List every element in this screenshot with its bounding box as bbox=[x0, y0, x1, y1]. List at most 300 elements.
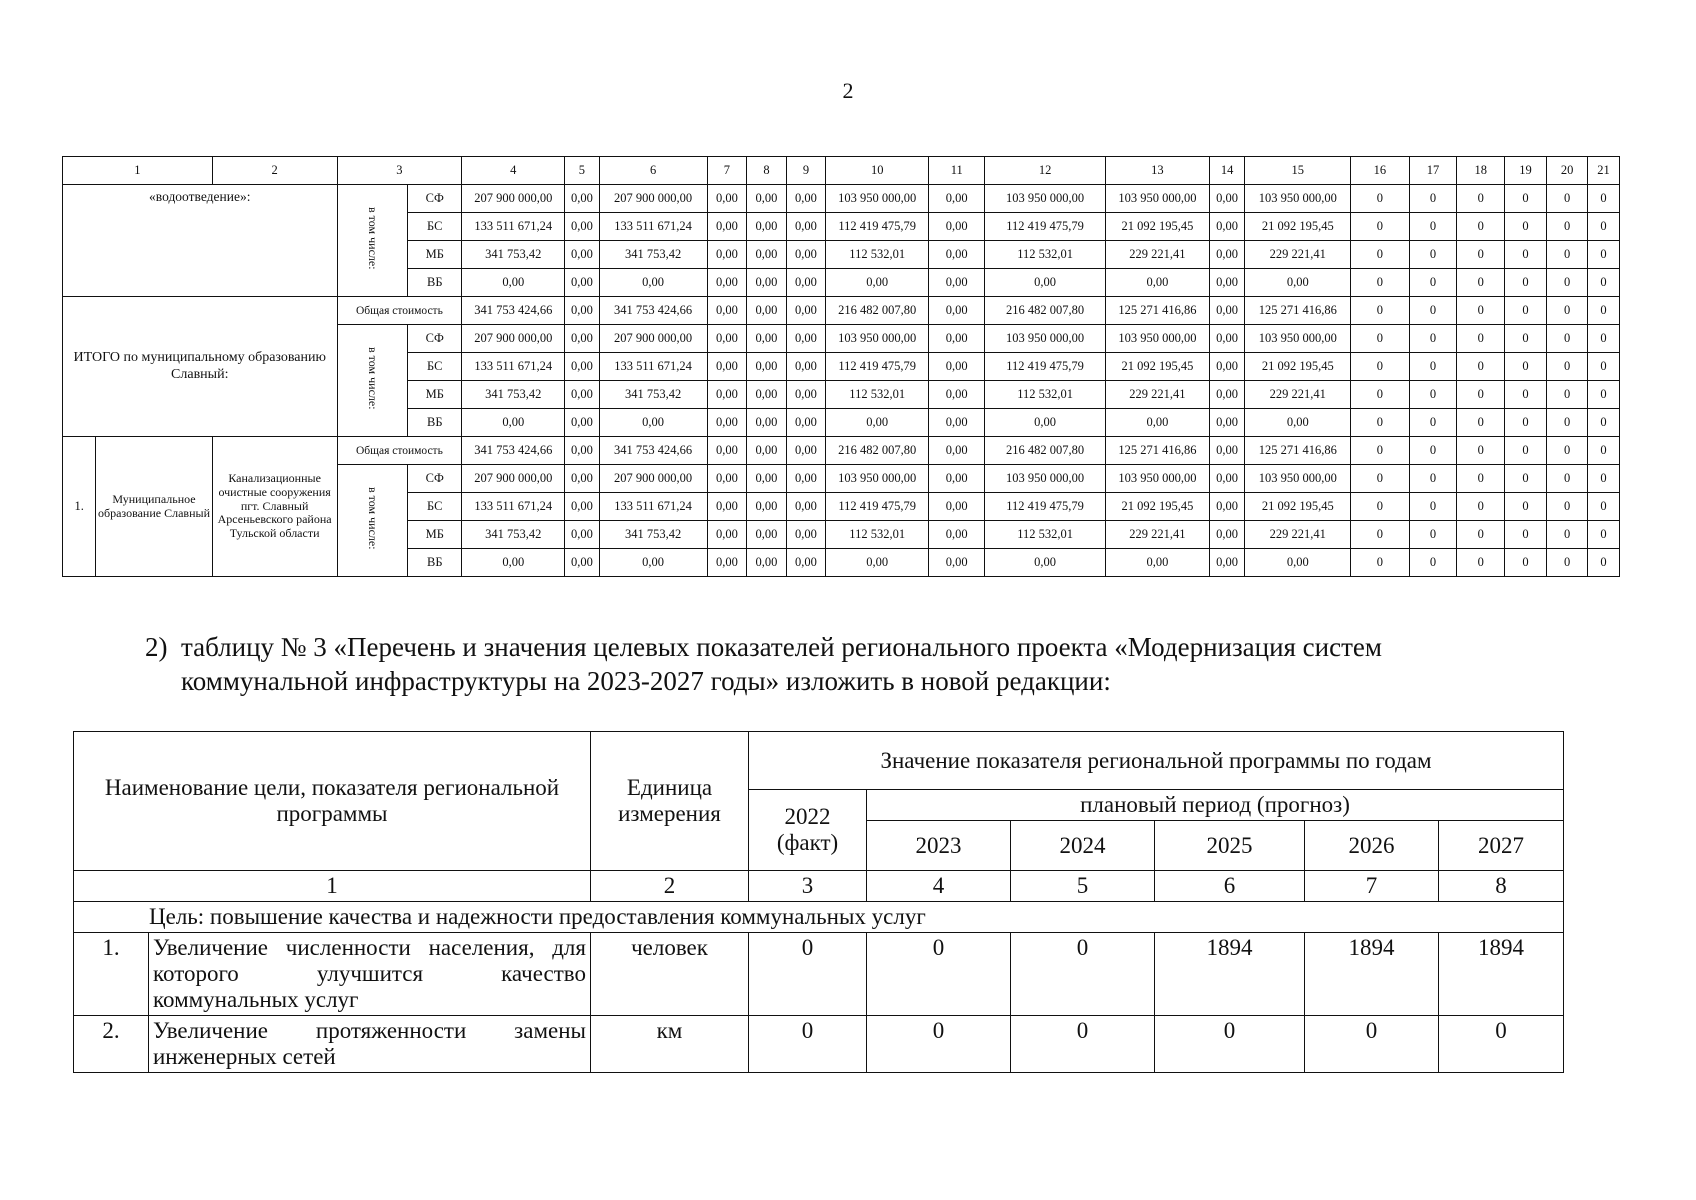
col-header: 14 bbox=[1209, 157, 1244, 185]
value-cell: 0,00 bbox=[1209, 409, 1244, 437]
value-cell: 0 bbox=[1351, 241, 1409, 269]
value-cell: 103 950 000,00 bbox=[1105, 185, 1209, 213]
value-cell: 0,00 bbox=[786, 353, 826, 381]
value-cell: 0 bbox=[1409, 297, 1457, 325]
value-cell: 0 bbox=[1409, 381, 1457, 409]
value-cell: 0,00 bbox=[565, 409, 599, 437]
col-header: 8 bbox=[747, 157, 787, 185]
value-cell: 133 511 671,24 bbox=[599, 493, 707, 521]
value-cell: 112 532,01 bbox=[985, 241, 1106, 269]
value-cell: 21 092 195,45 bbox=[1105, 493, 1209, 521]
value-cell: 0 bbox=[1546, 269, 1588, 297]
value-cell: 0,00 bbox=[786, 269, 826, 297]
value-cell: 0,00 bbox=[929, 549, 985, 577]
incl-label bbox=[337, 185, 408, 297]
value-cell: 0 bbox=[1409, 241, 1457, 269]
value-cell: 0,00 bbox=[565, 521, 599, 549]
value-cell: 0,00 bbox=[786, 241, 826, 269]
value-cell: 0 bbox=[1351, 465, 1409, 493]
value-cell: 112 532,01 bbox=[985, 381, 1106, 409]
value-cell: 0 bbox=[1351, 409, 1409, 437]
value-cell: 0,00 bbox=[565, 437, 599, 465]
value-cell: 103 950 000,00 bbox=[826, 185, 929, 213]
table-row bbox=[74, 1016, 1564, 1073]
value-cell: 341 753,42 bbox=[599, 241, 707, 269]
value-cell: 21 092 195,45 bbox=[1245, 213, 1351, 241]
value-cell: 0 bbox=[1457, 465, 1505, 493]
total-label: Общая стоимость bbox=[337, 297, 462, 325]
value-cell: 229 221,41 bbox=[1105, 381, 1209, 409]
value-cell: 0,00 bbox=[707, 493, 747, 521]
value-cell: 0,00 bbox=[929, 493, 985, 521]
value-cell: 0,00 bbox=[1245, 269, 1351, 297]
value-cell: 216 482 007,80 bbox=[826, 437, 929, 465]
value-cell: 0 bbox=[1457, 185, 1505, 213]
col-header: 19 bbox=[1505, 157, 1547, 185]
indicator-value: 1894 bbox=[1155, 933, 1305, 1016]
value-cell: 0 bbox=[1546, 241, 1588, 269]
value-cell: 341 753 424,66 bbox=[462, 437, 565, 465]
value-cell: 0 bbox=[1457, 297, 1505, 325]
col-header: 1 bbox=[63, 157, 213, 185]
value-cell: 0 bbox=[1409, 269, 1457, 297]
indicator-value: 0 bbox=[1011, 933, 1155, 1016]
header-year: 2024 bbox=[1011, 821, 1155, 871]
indicator-value: 0 bbox=[749, 933, 867, 1016]
value-cell: 0 bbox=[1546, 353, 1588, 381]
value-cell: 0 bbox=[1546, 437, 1588, 465]
value-cell: 0,00 bbox=[929, 269, 985, 297]
col-number: 2 bbox=[591, 871, 749, 902]
value-cell: 0 bbox=[1409, 493, 1457, 521]
value-cell: 103 950 000,00 bbox=[1105, 325, 1209, 353]
value-cell: 0 bbox=[1505, 353, 1547, 381]
col-number: 1 bbox=[74, 871, 591, 902]
value-cell: 0,00 bbox=[929, 409, 985, 437]
value-cell: 0 bbox=[1457, 325, 1505, 353]
value-cell: 0 bbox=[1546, 521, 1588, 549]
value-cell: 0 bbox=[1588, 521, 1619, 549]
value-cell: 0,00 bbox=[747, 213, 787, 241]
paragraph-line2: коммунальной инфраструктуры на 2023-2027 годы» изложить в новой редакции: bbox=[181, 666, 1111, 696]
value-cell: 0 bbox=[1457, 353, 1505, 381]
value-cell: 341 753,42 bbox=[599, 381, 707, 409]
value-cell: 0,00 bbox=[826, 269, 929, 297]
indicator-value: 0 bbox=[1305, 1016, 1439, 1073]
value-cell: 112 419 475,79 bbox=[985, 493, 1106, 521]
value-cell: 0 bbox=[1409, 409, 1457, 437]
value-cell: 0,00 bbox=[707, 465, 747, 493]
value-cell: 341 753,42 bbox=[462, 381, 565, 409]
section-title: ИТОГО по муниципальному образованию Славный: bbox=[63, 297, 338, 437]
row-number: 1. bbox=[63, 437, 96, 577]
value-cell: 229 221,41 bbox=[1105, 521, 1209, 549]
value-cell: 341 753,42 bbox=[599, 521, 707, 549]
value-cell: 0 bbox=[1588, 437, 1619, 465]
value-cell: 112 419 475,79 bbox=[985, 213, 1106, 241]
table-row bbox=[74, 933, 1564, 1016]
goal-row: Цель: повышение качества и надежности предоставления коммунальных услуг bbox=[74, 902, 1564, 933]
value-cell: 0,00 bbox=[1105, 549, 1209, 577]
value-cell: 0,00 bbox=[707, 297, 747, 325]
value-cell: 0,00 bbox=[747, 353, 787, 381]
table-row bbox=[74, 871, 1564, 902]
incl-label-text: в том числе: bbox=[365, 347, 380, 410]
value-cell: 0 bbox=[1505, 521, 1547, 549]
incl-label-text: в том числе: bbox=[365, 487, 380, 550]
value-cell: 0,00 bbox=[929, 381, 985, 409]
value-cell: 207 900 000,00 bbox=[599, 465, 707, 493]
value-cell: 0,00 bbox=[786, 465, 826, 493]
value-cell: 0 bbox=[1588, 297, 1619, 325]
indicator-value: 1894 bbox=[1439, 933, 1564, 1016]
value-cell: 0,00 bbox=[565, 185, 599, 213]
value-cell: 0 bbox=[1588, 465, 1619, 493]
value-cell: 125 271 416,86 bbox=[1245, 437, 1351, 465]
value-cell: 0,00 bbox=[929, 521, 985, 549]
value-cell: 0,00 bbox=[565, 465, 599, 493]
value-cell: 112 532,01 bbox=[826, 381, 929, 409]
value-cell: 0,00 bbox=[565, 241, 599, 269]
value-cell: 0,00 bbox=[599, 549, 707, 577]
value-cell: 0,00 bbox=[1209, 297, 1244, 325]
value-cell: 0,00 bbox=[1105, 269, 1209, 297]
value-cell: 0 bbox=[1588, 353, 1619, 381]
paragraph-number: 2) bbox=[145, 632, 168, 662]
value-cell: 0 bbox=[1351, 213, 1409, 241]
indicator-value: 0 bbox=[1439, 1016, 1564, 1073]
value-cell: 112 532,01 bbox=[985, 521, 1106, 549]
value-cell: 0,00 bbox=[747, 297, 787, 325]
value-cell: 0,00 bbox=[929, 325, 985, 353]
value-cell: 0 bbox=[1351, 297, 1409, 325]
value-cell: 0,00 bbox=[929, 185, 985, 213]
value-cell: 112 532,01 bbox=[826, 241, 929, 269]
table-row bbox=[63, 185, 1652, 213]
incl-label bbox=[337, 325, 408, 437]
value-cell: 0,00 bbox=[747, 185, 787, 213]
value-cell: 0,00 bbox=[565, 213, 599, 241]
header-year: 2023 bbox=[867, 821, 1011, 871]
source-label: МБ bbox=[408, 241, 462, 269]
value-cell: 0,00 bbox=[786, 213, 826, 241]
value-cell: 229 221,41 bbox=[1245, 521, 1351, 549]
indicator-value: 0 bbox=[1155, 1016, 1305, 1073]
value-cell: 0 bbox=[1409, 521, 1457, 549]
value-cell: 0,00 bbox=[707, 521, 747, 549]
header-fact: 2022 (факт) bbox=[749, 790, 867, 871]
value-cell: 216 482 007,80 bbox=[985, 297, 1106, 325]
col-number: 6 bbox=[1155, 871, 1305, 902]
value-cell: 229 221,41 bbox=[1245, 381, 1351, 409]
table-row bbox=[63, 297, 1652, 325]
value-cell: 0,00 bbox=[786, 437, 826, 465]
value-cell: 133 511 671,24 bbox=[462, 353, 565, 381]
source-label: ВБ bbox=[408, 409, 462, 437]
value-cell: 0 bbox=[1457, 269, 1505, 297]
value-cell: 0,00 bbox=[929, 465, 985, 493]
value-cell: 0,00 bbox=[565, 325, 599, 353]
value-cell: 0,00 bbox=[1209, 213, 1244, 241]
value-cell: 0,00 bbox=[929, 297, 985, 325]
value-cell: 0,00 bbox=[707, 269, 747, 297]
value-cell: 0,00 bbox=[565, 269, 599, 297]
header-year: 2025 bbox=[1155, 821, 1305, 871]
value-cell: 207 900 000,00 bbox=[462, 185, 565, 213]
source-label: СФ bbox=[408, 465, 462, 493]
value-cell: 133 511 671,24 bbox=[462, 213, 565, 241]
col-header: 20 bbox=[1546, 157, 1588, 185]
value-cell: 341 753 424,66 bbox=[599, 437, 707, 465]
value-cell: 21 092 195,45 bbox=[1105, 353, 1209, 381]
value-cell: 0,00 bbox=[707, 241, 747, 269]
object-name: Канализационные очистные сооружения пгт. Славный Арсеньевского района Тульской области bbox=[212, 437, 337, 577]
value-cell: 0,00 bbox=[1209, 185, 1244, 213]
value-cell: 0 bbox=[1409, 325, 1457, 353]
value-cell: 103 950 000,00 bbox=[1245, 185, 1351, 213]
value-cell: 0,00 bbox=[747, 437, 787, 465]
value-cell: 0,00 bbox=[1209, 325, 1244, 353]
value-cell: 0 bbox=[1588, 213, 1619, 241]
value-cell: 125 271 416,86 bbox=[1105, 437, 1209, 465]
value-cell: 207 900 000,00 bbox=[462, 465, 565, 493]
value-cell: 0,00 bbox=[747, 521, 787, 549]
value-cell: 0 bbox=[1588, 269, 1619, 297]
indicator-value: 0 bbox=[867, 1016, 1011, 1073]
source-label: ВБ bbox=[408, 269, 462, 297]
indicator-number: 1. bbox=[74, 933, 149, 1016]
source-label: БС bbox=[408, 353, 462, 381]
value-cell: 0,00 bbox=[1245, 549, 1351, 577]
value-cell: 0,00 bbox=[985, 269, 1106, 297]
value-cell: 112 532,01 bbox=[826, 521, 929, 549]
value-cell: 0,00 bbox=[1245, 409, 1351, 437]
value-cell: 0 bbox=[1505, 213, 1547, 241]
indicator-unit: человек bbox=[591, 933, 749, 1016]
value-cell: 0,00 bbox=[565, 549, 599, 577]
value-cell: 0 bbox=[1505, 409, 1547, 437]
value-cell: 0,00 bbox=[826, 549, 929, 577]
value-cell: 0 bbox=[1351, 353, 1409, 381]
value-cell: 0 bbox=[1409, 353, 1457, 381]
value-cell: 133 511 671,24 bbox=[462, 493, 565, 521]
value-cell: 0,00 bbox=[707, 381, 747, 409]
value-cell: 0 bbox=[1505, 493, 1547, 521]
value-cell: 0 bbox=[1546, 549, 1588, 577]
value-cell: 0 bbox=[1409, 465, 1457, 493]
value-cell: 0,00 bbox=[1209, 465, 1244, 493]
value-cell: 0,00 bbox=[707, 213, 747, 241]
value-cell: 0,00 bbox=[707, 549, 747, 577]
col-header: 16 bbox=[1351, 157, 1409, 185]
col-header: 21 bbox=[1588, 157, 1619, 185]
header-name: Наименование цели, показателя региональной программы bbox=[74, 732, 591, 871]
value-cell: 0,00 bbox=[786, 381, 826, 409]
col-header: 15 bbox=[1245, 157, 1351, 185]
total-label: Общая стоимость bbox=[337, 437, 462, 465]
value-cell: 112 419 475,79 bbox=[826, 213, 929, 241]
value-cell: 0,00 bbox=[1209, 521, 1244, 549]
value-cell: 0,00 bbox=[707, 437, 747, 465]
indicator-value: 0 bbox=[749, 1016, 867, 1073]
value-cell: 0,00 bbox=[786, 297, 826, 325]
value-cell: 0,00 bbox=[707, 353, 747, 381]
value-cell: 0,00 bbox=[786, 549, 826, 577]
col-number: 5 bbox=[1011, 871, 1155, 902]
value-cell: 21 092 195,45 bbox=[1105, 213, 1209, 241]
value-cell: 0,00 bbox=[599, 269, 707, 297]
value-cell: 0,00 bbox=[565, 297, 599, 325]
col-header: 13 bbox=[1105, 157, 1209, 185]
value-cell: 0,00 bbox=[747, 493, 787, 521]
source-label: БС bbox=[408, 213, 462, 241]
value-cell: 0 bbox=[1409, 213, 1457, 241]
value-cell: 0 bbox=[1588, 409, 1619, 437]
col-header: 6 bbox=[599, 157, 707, 185]
value-cell: 0,00 bbox=[929, 213, 985, 241]
value-cell: 0 bbox=[1457, 241, 1505, 269]
table-row bbox=[74, 902, 1564, 933]
table-header-row bbox=[63, 157, 1652, 185]
header-unit: Единица измерения bbox=[591, 732, 749, 871]
section-title: «водоотведение»: bbox=[63, 185, 338, 297]
value-cell: 0,00 bbox=[707, 325, 747, 353]
value-cell: 0 bbox=[1505, 549, 1547, 577]
col-header: 9 bbox=[786, 157, 826, 185]
col-number: 8 bbox=[1439, 871, 1564, 902]
value-cell: 341 753,42 bbox=[462, 241, 565, 269]
col-header: 17 bbox=[1409, 157, 1457, 185]
value-cell: 0 bbox=[1351, 269, 1409, 297]
value-cell: 112 419 475,79 bbox=[985, 353, 1106, 381]
value-cell: 0,00 bbox=[747, 381, 787, 409]
table-row bbox=[74, 732, 1564, 790]
value-cell: 103 950 000,00 bbox=[1245, 325, 1351, 353]
value-cell: 341 753 424,66 bbox=[599, 297, 707, 325]
source-label: ВБ bbox=[408, 549, 462, 577]
indicator-name: Увеличение численности населения, для которого улучшится качество коммунальных услуг bbox=[149, 933, 591, 1016]
value-cell: 0,00 bbox=[565, 381, 599, 409]
value-cell: 0,00 bbox=[786, 185, 826, 213]
value-cell: 0,00 bbox=[1105, 409, 1209, 437]
value-cell: 0,00 bbox=[985, 549, 1106, 577]
value-cell: 0,00 bbox=[565, 493, 599, 521]
value-cell: 0,00 bbox=[747, 465, 787, 493]
value-cell: 0 bbox=[1546, 325, 1588, 353]
indicator-value: 0 bbox=[1011, 1016, 1155, 1073]
value-cell: 0,00 bbox=[1209, 493, 1244, 521]
value-cell: 0 bbox=[1457, 381, 1505, 409]
value-cell: 0 bbox=[1409, 437, 1457, 465]
value-cell: 0 bbox=[1588, 493, 1619, 521]
value-cell: 103 950 000,00 bbox=[826, 465, 929, 493]
value-cell: 0 bbox=[1546, 381, 1588, 409]
source-label: БС bbox=[408, 493, 462, 521]
value-cell: 0 bbox=[1351, 521, 1409, 549]
value-cell: 0,00 bbox=[786, 493, 826, 521]
incl-label bbox=[337, 465, 408, 577]
value-cell: 0,00 bbox=[985, 409, 1106, 437]
col-header: 7 bbox=[707, 157, 747, 185]
value-cell: 0 bbox=[1546, 465, 1588, 493]
value-cell: 216 482 007,80 bbox=[985, 437, 1106, 465]
value-cell: 0,00 bbox=[786, 325, 826, 353]
value-cell: 0,00 bbox=[462, 409, 565, 437]
value-cell: 0 bbox=[1351, 185, 1409, 213]
value-cell: 21 092 195,45 bbox=[1245, 353, 1351, 381]
indicator-name: Увеличение протяженности замены инженерных сетей bbox=[149, 1016, 591, 1073]
value-cell: 0 bbox=[1457, 493, 1505, 521]
value-cell: 0,00 bbox=[929, 353, 985, 381]
source-label: МБ bbox=[408, 381, 462, 409]
value-cell: 0,00 bbox=[599, 409, 707, 437]
header-year: 2027 bbox=[1439, 821, 1564, 871]
value-cell: 0 bbox=[1546, 493, 1588, 521]
value-cell: 0 bbox=[1409, 185, 1457, 213]
source-label: СФ bbox=[408, 325, 462, 353]
value-cell: 0 bbox=[1546, 185, 1588, 213]
value-cell: 0,00 bbox=[707, 185, 747, 213]
value-cell: 112 419 475,79 bbox=[826, 493, 929, 521]
value-cell: 0 bbox=[1588, 185, 1619, 213]
header-plan: плановый период (прогноз) bbox=[867, 790, 1564, 821]
col-header: 11 bbox=[929, 157, 985, 185]
header-values: Значение показателя региональной программы по годам bbox=[749, 732, 1564, 790]
value-cell: 103 950 000,00 bbox=[985, 325, 1106, 353]
value-cell: 0,00 bbox=[747, 325, 787, 353]
value-cell: 0 bbox=[1351, 381, 1409, 409]
value-cell: 103 950 000,00 bbox=[826, 325, 929, 353]
col-header: 5 bbox=[565, 157, 599, 185]
indicator-number: 2. bbox=[74, 1016, 149, 1073]
col-number: 3 bbox=[749, 871, 867, 902]
col-header: 2 bbox=[212, 157, 337, 185]
value-cell: 103 950 000,00 bbox=[985, 185, 1106, 213]
value-cell: 207 900 000,00 bbox=[462, 325, 565, 353]
value-cell: 0,00 bbox=[747, 549, 787, 577]
col-header: 3 bbox=[337, 157, 462, 185]
value-cell: 0 bbox=[1409, 549, 1457, 577]
value-cell: 207 900 000,00 bbox=[599, 185, 707, 213]
value-cell: 0,00 bbox=[786, 521, 826, 549]
indicator-value: 0 bbox=[867, 933, 1011, 1016]
value-cell: 0,00 bbox=[1209, 381, 1244, 409]
value-cell: 125 271 416,86 bbox=[1105, 297, 1209, 325]
value-cell: 0,00 bbox=[1209, 549, 1244, 577]
col-number: 4 bbox=[867, 871, 1011, 902]
value-cell: 0 bbox=[1457, 437, 1505, 465]
value-cell: 229 221,41 bbox=[1245, 241, 1351, 269]
value-cell: 0 bbox=[1588, 241, 1619, 269]
header-year: 2026 bbox=[1305, 821, 1439, 871]
value-cell: 0,00 bbox=[462, 269, 565, 297]
table-row bbox=[63, 437, 1652, 465]
incl-label-text: в том числе: bbox=[365, 207, 380, 270]
value-cell: 0 bbox=[1351, 437, 1409, 465]
value-cell: 0 bbox=[1457, 549, 1505, 577]
col-header: 4 bbox=[462, 157, 565, 185]
value-cell: 0 bbox=[1505, 381, 1547, 409]
value-cell: 103 950 000,00 bbox=[1245, 465, 1351, 493]
value-cell: 0 bbox=[1457, 521, 1505, 549]
value-cell: 125 271 416,86 bbox=[1245, 297, 1351, 325]
value-cell: 0,00 bbox=[786, 409, 826, 437]
municipality: Муниципальное образование Славный bbox=[96, 437, 212, 577]
indicator-unit: км bbox=[591, 1016, 749, 1073]
value-cell: 0 bbox=[1351, 325, 1409, 353]
value-cell: 0,00 bbox=[1209, 241, 1244, 269]
value-cell: 229 221,41 bbox=[1105, 241, 1209, 269]
